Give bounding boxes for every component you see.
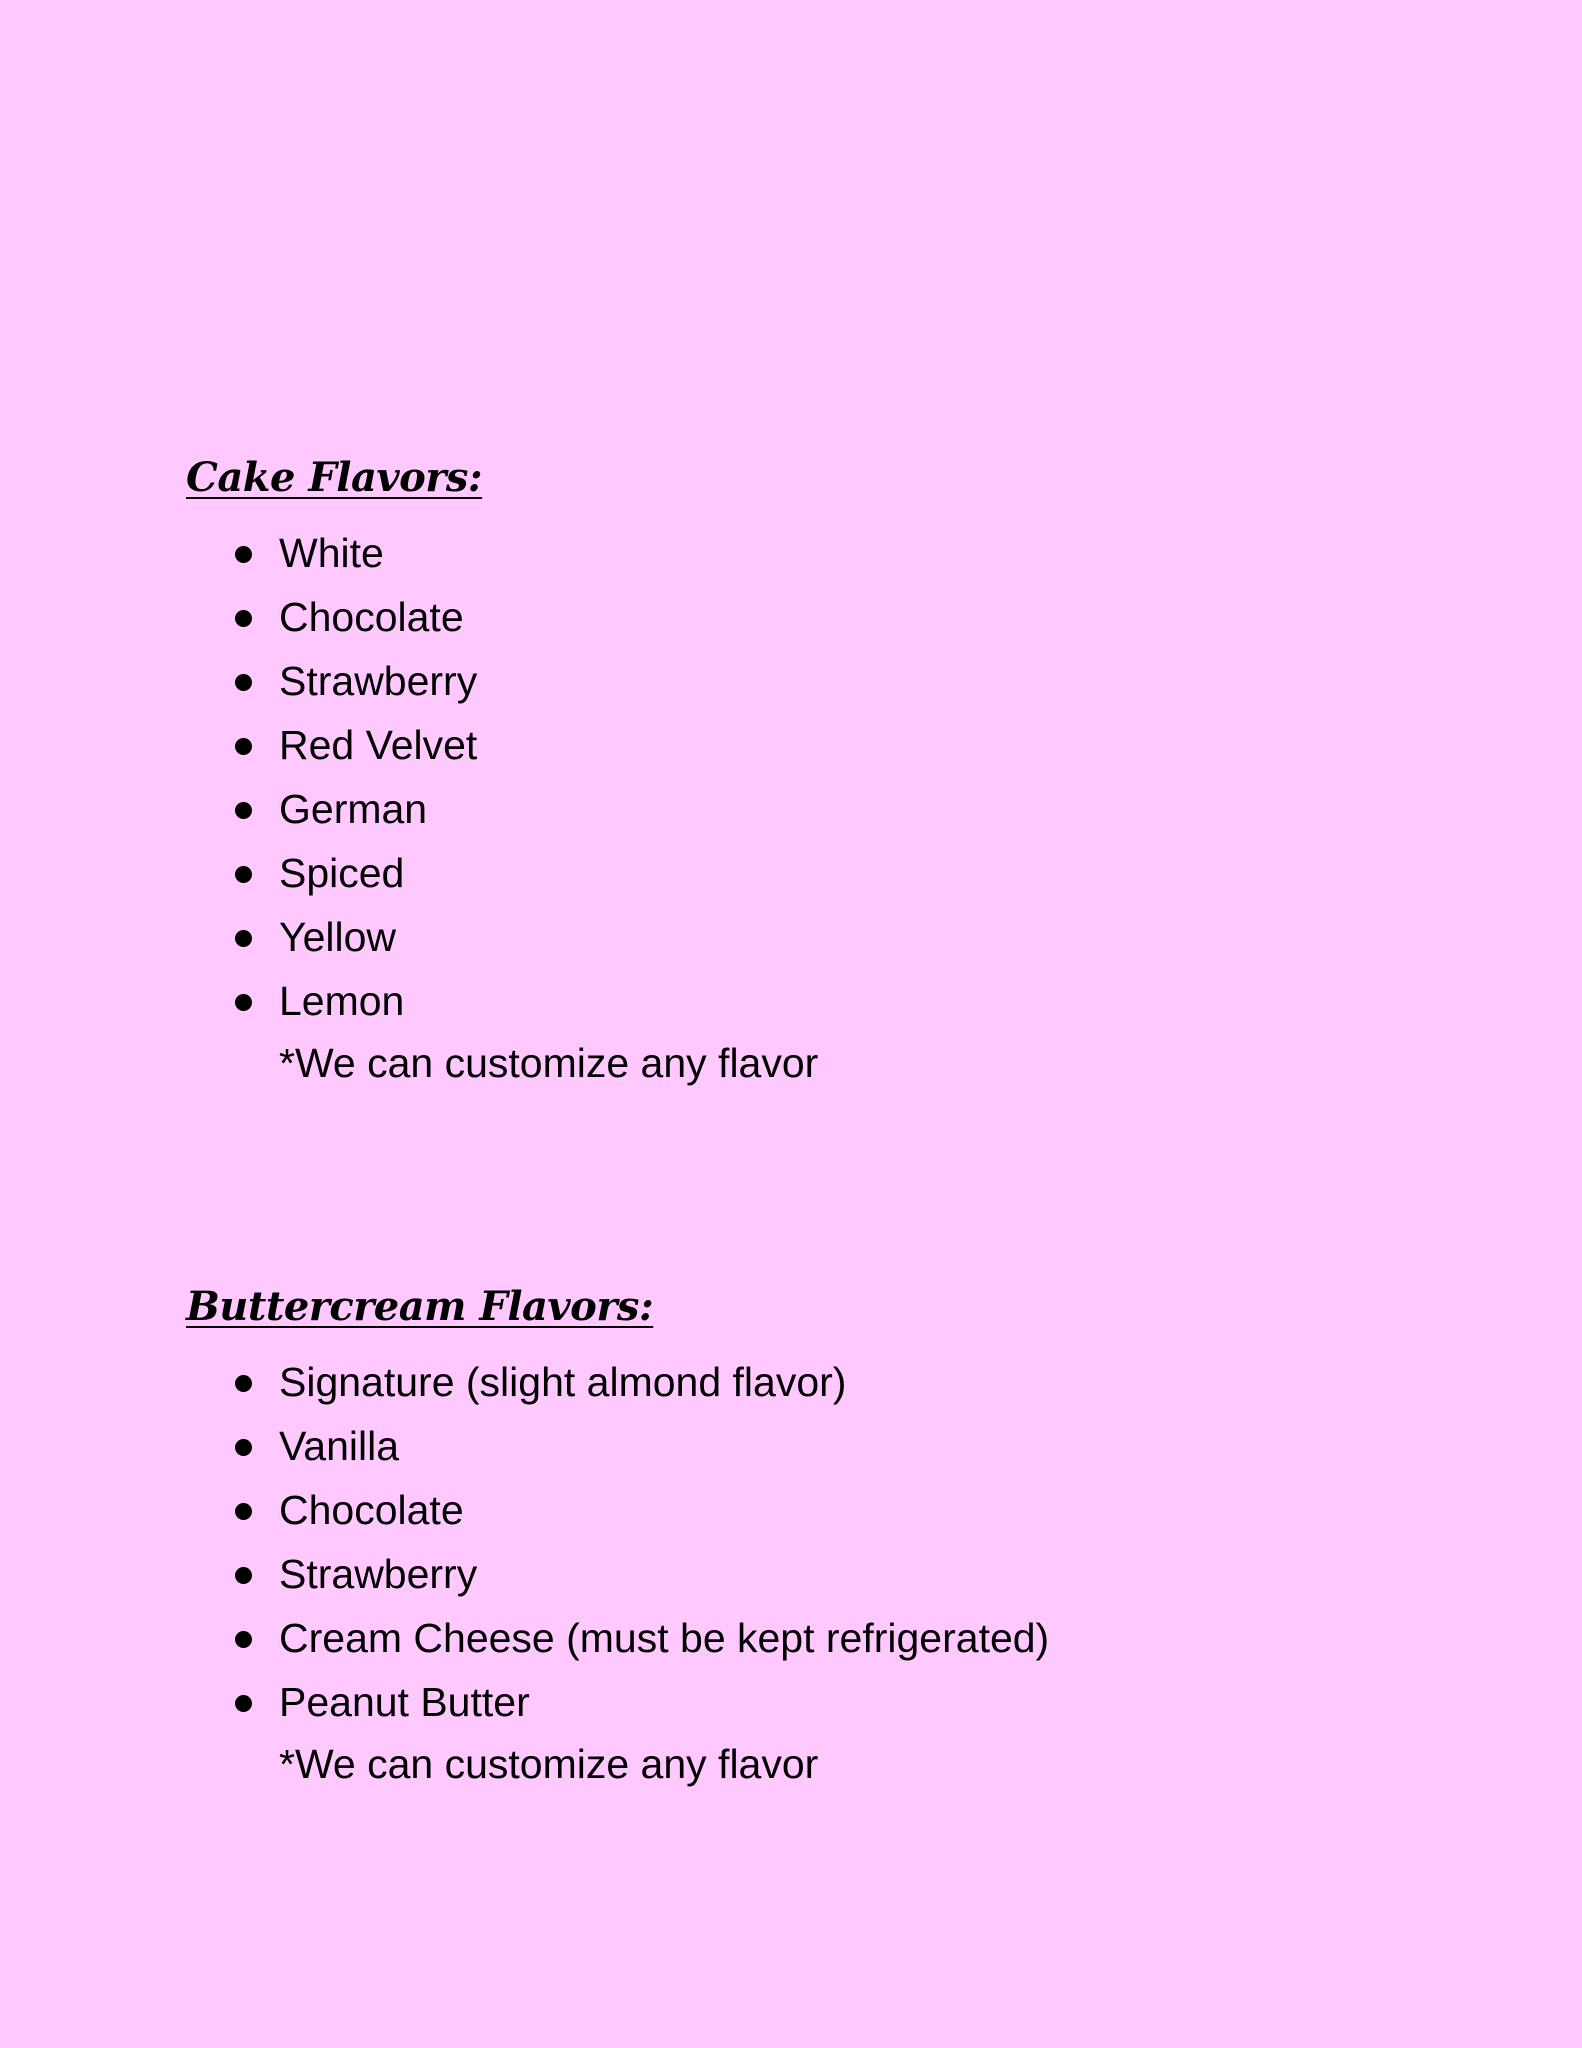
list-item xyxy=(0,521,818,585)
cake-flavors-heading: Cake Flavors: xyxy=(186,454,483,501)
buttercream-customize-note: *We can customize any flavor xyxy=(279,1741,819,1787)
cake-flavor-strawberry: Strawberry xyxy=(279,658,478,704)
buttercream-flavors-heading: Buttercream Flavors: xyxy=(186,1283,654,1330)
cake-flavor-lemon: Lemon xyxy=(279,978,405,1024)
list-item xyxy=(0,905,818,969)
buttercream-flavor-vanilla: Vanilla xyxy=(279,1423,400,1469)
bullet-icon xyxy=(235,1695,252,1712)
cake-flavor-red-velvet: Red Velvet xyxy=(279,722,478,768)
list-item xyxy=(0,1606,1050,1670)
buttercream-flavor-signature: Signature (slight almond flavor) xyxy=(279,1359,847,1405)
list-item xyxy=(0,777,818,841)
cake-flavor-german: German xyxy=(279,786,428,832)
list-item xyxy=(0,1478,818,1542)
list-item xyxy=(0,1670,818,1734)
buttercream-flavor-strawberry: Strawberry xyxy=(279,1551,478,1597)
bullet-icon xyxy=(235,546,252,563)
bullet-icon xyxy=(235,1631,252,1648)
list-item xyxy=(0,969,818,1033)
bullet-icon xyxy=(235,994,252,1011)
buttercream-flavor-cream-cheese: Cream Cheese (must be kept refrigerated) xyxy=(279,1615,1050,1661)
cake-flavors-list xyxy=(0,521,818,1093)
bullet-icon xyxy=(235,674,252,691)
bullet-icon xyxy=(235,802,252,819)
bullet-icon xyxy=(235,866,252,883)
cake-flavor-chocolate: Chocolate xyxy=(279,594,464,640)
bullet-icon xyxy=(235,1503,252,1520)
list-item xyxy=(0,649,818,713)
list-item xyxy=(0,713,818,777)
cake-flavor-yellow: Yellow xyxy=(279,914,397,960)
list-item xyxy=(0,841,818,905)
bullet-icon xyxy=(235,738,252,755)
list-item xyxy=(0,1542,818,1606)
bullet-icon xyxy=(235,610,252,627)
list-item xyxy=(0,1350,847,1414)
list-item xyxy=(0,585,818,649)
bullet-icon xyxy=(235,1439,252,1456)
bullet-icon xyxy=(235,930,252,947)
cake-flavor-spiced: Spiced xyxy=(279,850,405,896)
buttercream-flavor-chocolate: Chocolate xyxy=(279,1487,464,1533)
cake-flavor-white: White xyxy=(279,530,384,576)
list-item xyxy=(0,1414,818,1478)
buttercream-flavor-peanut-butter: Peanut Butter xyxy=(279,1679,530,1725)
cake-customize-note: *We can customize any flavor xyxy=(279,1040,819,1086)
bullet-icon xyxy=(235,1375,252,1392)
bullet-icon xyxy=(235,1567,252,1584)
buttercream-flavors-list xyxy=(0,1350,1050,1794)
